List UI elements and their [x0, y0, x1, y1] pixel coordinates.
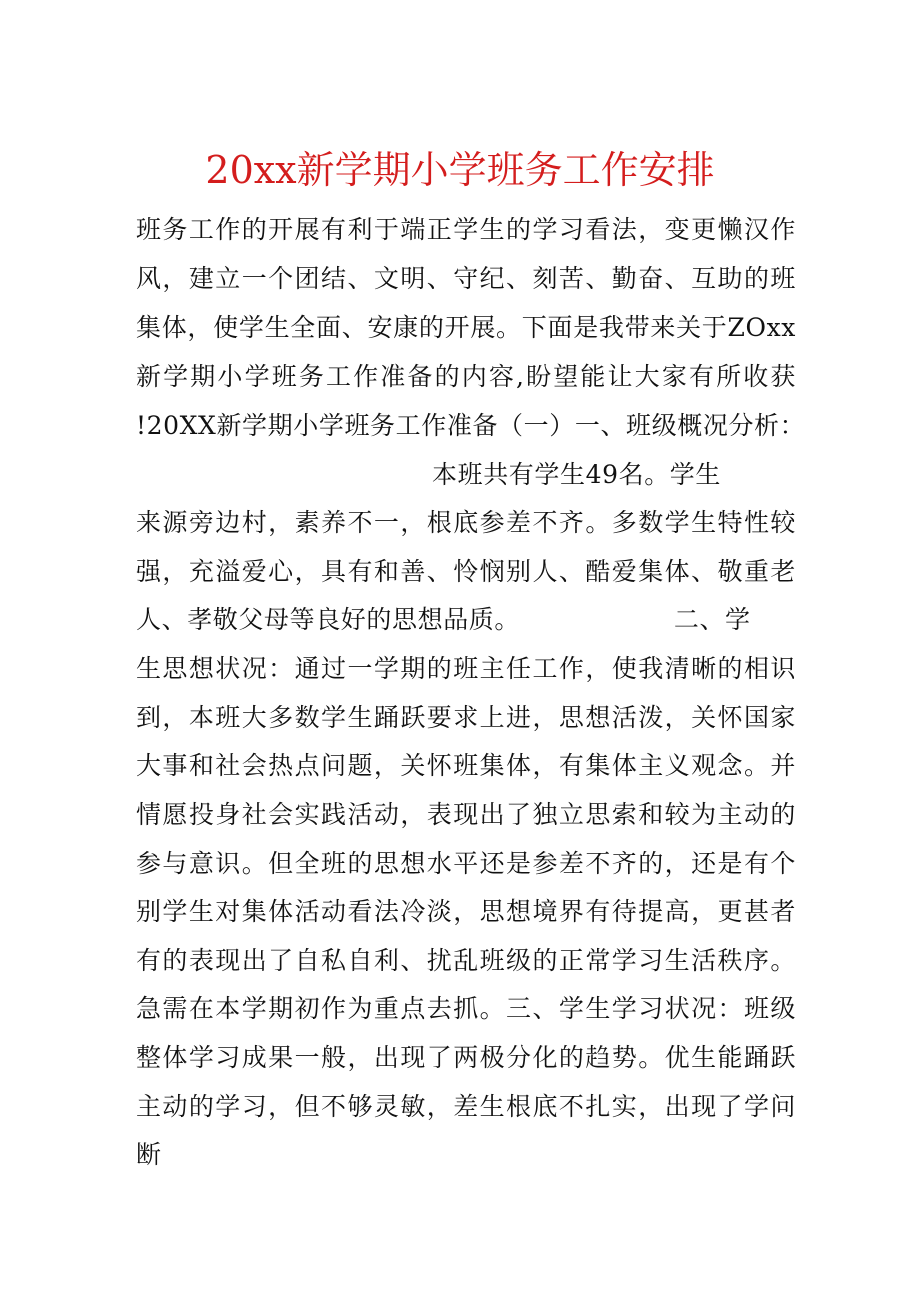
body-line-11: 到，本班大多数学生踊跃要求上进，思想活泼，关怀国家 [136, 703, 796, 732]
body-line-3: 集体，使学生全面、安康的开展。下面是我带来关于ZOxx [136, 313, 796, 342]
body-line-5: !20XX新学期小学班务工作准备（一）一、班级概况分析： [136, 411, 806, 440]
body-line-18: 整体学习成果一般，出现了两极分化的趋势。优生能踊跃 [136, 1043, 796, 1072]
body-line-19: 主动的学习，但不够灵敏，差生根底不扎实，出现了学问 [136, 1092, 796, 1121]
body-line-10: 生思想状况：通过一学期的班主任工作，使我清晰的相识 [136, 654, 796, 683]
body-line-13: 情愿投身社会实践活动，表现出了独立思索和较为主动的 [136, 800, 796, 829]
body-line-4: 新学期小学班务工作准备的内容,盼望能让大家有所收获 [136, 362, 796, 391]
document-title: 20xx新学期小学班务工作安排 [205, 148, 715, 192]
body-line-6: 本班共有学生49名。学生 [432, 460, 722, 489]
body-line-16: 有的表现出了自私自利、扰乱班级的正常学习生活秩序。 [136, 946, 796, 975]
body-line-17: 急需在本学期初作为重点去抓。三、学生学习状况：班级 [136, 994, 796, 1023]
body-line-8: 强，充溢爱心，具有和善、怜悯别人、酷爱集体、敬重老 [136, 557, 796, 586]
body-line-2: 风，建立一个团结、文明、守纪、刻苦、勤奋、互助的班 [136, 264, 796, 293]
body-line-20: 断 [136, 1140, 162, 1169]
body-line-12: 大事和社会热点问题，关怀班集体，有集体主义观念。并 [136, 751, 796, 780]
body-line-14: 参与意识。但全班的思想水平还是参差不齐的，还是有个 [136, 849, 796, 878]
body-line-7: 来源旁边村，素养不一，根底参差不齐。多数学生特性较 [136, 508, 796, 537]
body-line-15: 别学生对集体活动看法冷淡，思想境界有待提高，更甚者 [136, 897, 796, 926]
body-line-1: 班务工作的开展有利于端正学生的学习看法，变更懒汉作 [136, 215, 796, 244]
body-line-9: 人、孝敬父母等良好的思想品质。 二、学 [136, 605, 751, 634]
